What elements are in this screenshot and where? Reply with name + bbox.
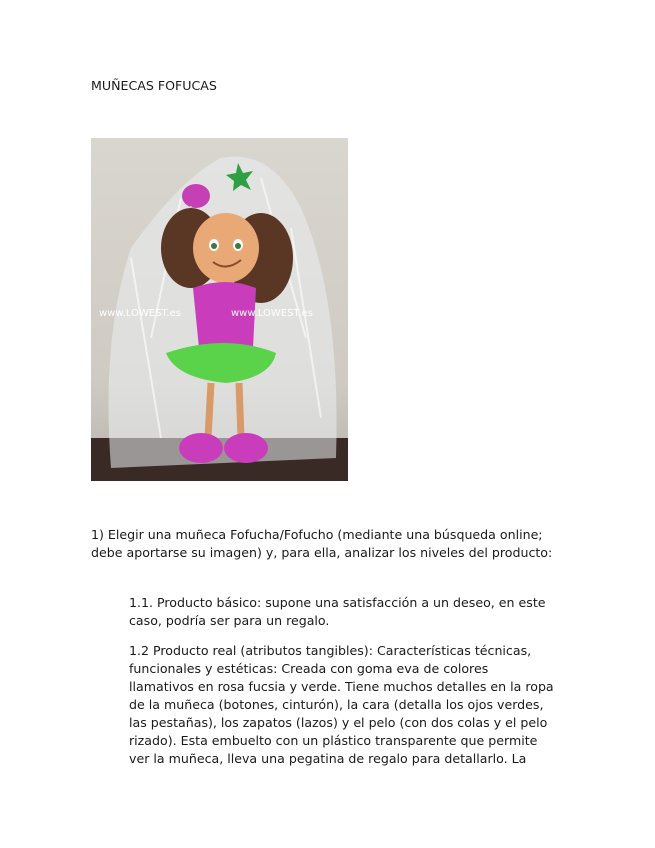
watermark-left: www.LOWEST.es bbox=[99, 308, 181, 319]
doll-illustration bbox=[91, 138, 348, 481]
item-1-2-line: ver la muñeca, lleva una pegatina de regalo para detallarlo. La bbox=[129, 751, 527, 766]
item-1-2-line: las pestañas), los zapatos (lazos) y el pelo (con dos colas y el pelo bbox=[129, 715, 548, 730]
item-1-1-line: 1.1. Producto básico: supone una satisfacción a un deseo, en este bbox=[129, 595, 546, 610]
item-1-2-line: funcionales y estéticas: Creada con goma eva de colores bbox=[129, 661, 489, 676]
question-line: debe aportarse su imagen) y, para ella, analizar los niveles del producto: bbox=[91, 545, 553, 560]
item-1-1-line: caso, podría ser para un regalo. bbox=[129, 613, 330, 628]
document-title: MUÑECAS FOFUCAS bbox=[91, 78, 217, 93]
question-line: 1) Elegir una muñeca Fofucha/Fofucho (mediante una búsqueda online; bbox=[91, 527, 543, 542]
watermark-right: www.LOWEST.es bbox=[231, 308, 313, 319]
item-1-2-line: llamativos en rosa fucsia y verde. Tiene muchos detalles en la ropa bbox=[129, 679, 554, 694]
item-1-2-line: rizado). Esta embuelto con un plástico transparente que permite bbox=[129, 733, 538, 748]
doll-photo bbox=[91, 138, 348, 481]
item-1-2-line: 1.2 Producto real (atributos tangibles): Características técnicas, bbox=[129, 643, 532, 658]
item-1-2-line: de la muñeca (botones, cinturón), la cara (detalla los ojos verdes, bbox=[129, 697, 544, 712]
